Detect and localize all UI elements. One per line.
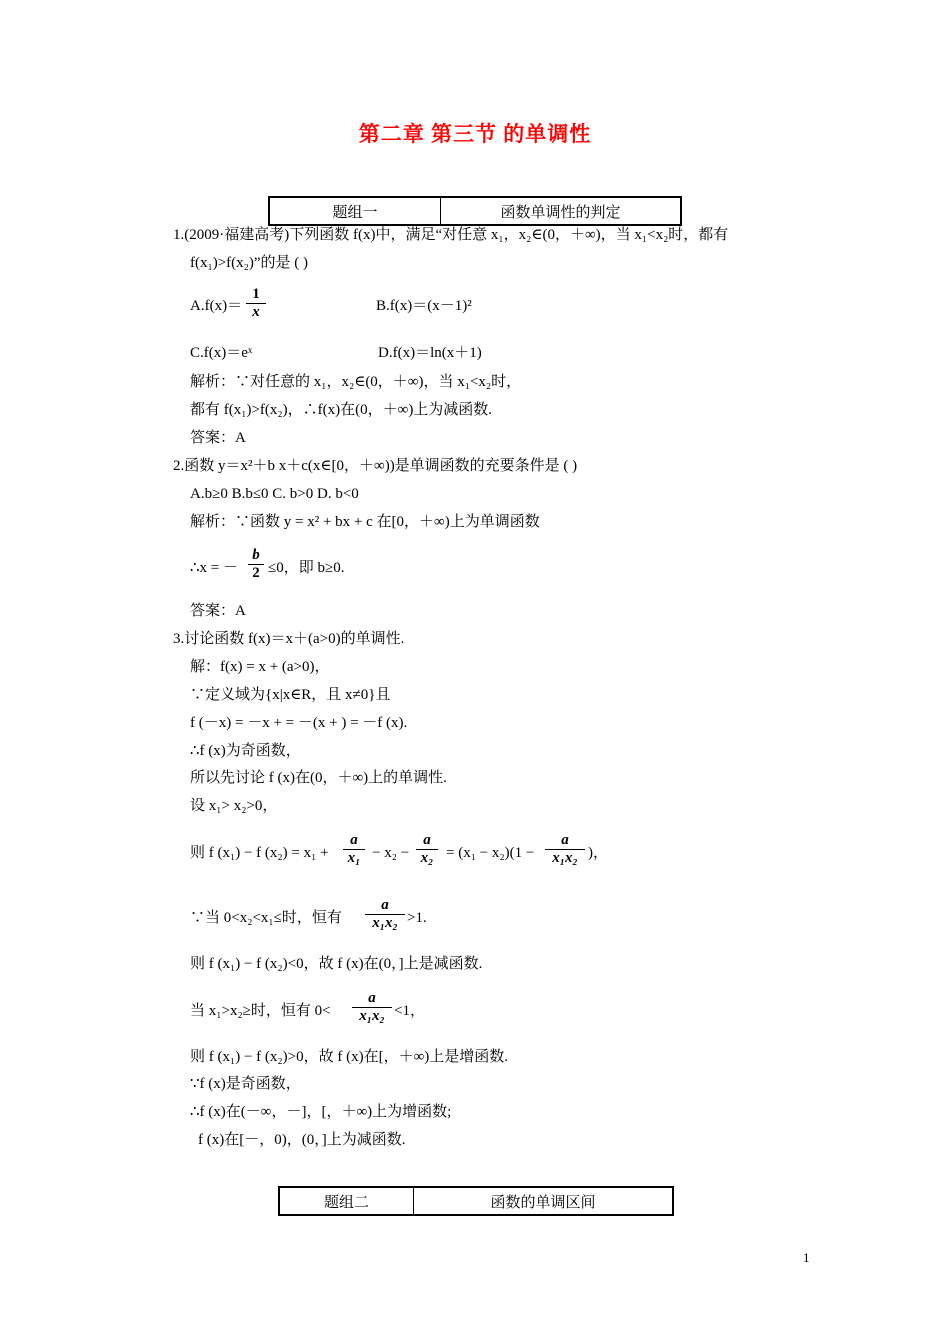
text-line: ∴x = － (190, 560, 239, 576)
fraction-a-over-x1x2 (545, 832, 585, 867)
fraction-a-over-x2 (416, 832, 438, 867)
text-line: )， (588, 845, 608, 861)
group1-topic: 函数单调性的判定 (500, 204, 621, 221)
answer-line: 答案：A (190, 603, 246, 619)
text-line: 2.函数 y＝x²＋b x＋c(x∈[0，＋∞))是单调函数的充要条件是 ( ) (173, 458, 578, 474)
text-line: ∵当 0<x₂<x₁≤时，恒有 (190, 910, 342, 926)
text-line: 解：f(x) = x + (a>0)， (190, 659, 330, 675)
text-line: 则 f (x₁) − f (x₂)<0，故 f (x)在(0，]上是减函数. (190, 956, 483, 972)
text-line: 1.(2009·福建高考)下列函数 f(x)中，满足“对任意 x₁，x₂∈(0，＋∞)，当 x₁<x₂时，都有 (173, 227, 729, 243)
text-line: f (－x) = －x + = －(x + ) = －f (x). (190, 715, 408, 731)
text-line: 设 x₁> x₂>0， (190, 798, 278, 814)
text-line: 都有 f(x₁)>f(x₂)，∴f(x)在(0，＋∞)上为减函数. (190, 402, 493, 418)
text-line: 3.讨论函数 f(x)＝x＋(a>0)的单调性. (173, 631, 405, 647)
text-line: 解析：∵函数 y = x² + bx + c 在[0，＋∞)上为单调函数 (190, 514, 540, 530)
text-line: ∵定义域为{x|x∈R，且 x≠0}且 (190, 687, 391, 703)
fraction-numerator: a (561, 832, 569, 848)
text-line: 解析：∵对任意的 x₁，x₂∈(0，＋∞)，当 x₁<x₂时， (190, 374, 522, 390)
group1-label: 题组一 (270, 198, 441, 224)
fraction-numerator: a (368, 990, 376, 1006)
option-c: C.f(x)＝eˣ (190, 345, 253, 361)
fraction-numerator: a (350, 832, 358, 848)
text-line: f (x)在[－，0)，(0，]上为减函数. (198, 1132, 406, 1148)
option-d: D.f(x)＝ln(x＋1) (378, 345, 482, 361)
text-line: <1， (394, 1003, 425, 1019)
fraction-denominator: x (246, 303, 266, 321)
text-line: 当 x₁>x₂≥时，恒有 0< (190, 1003, 331, 1019)
text-line: ∵f (x)是奇函数， (190, 1076, 301, 1092)
fraction-denominator: 2 (248, 564, 264, 582)
fraction-denominator: x₁x₂ (365, 914, 405, 932)
page-title: 第二章 第三节 的单调性 (358, 122, 592, 146)
fraction-a-over-x1x2 (365, 897, 405, 932)
group2-table (278, 1186, 674, 1216)
text-line: f(x₁)>f(x₂)”的是 ( ) (190, 255, 309, 271)
fraction-denominator: x₂ (416, 849, 438, 867)
fraction-numerator: a (381, 897, 389, 913)
text-line: = (x₁ − x₂)(1 − (446, 845, 535, 861)
fraction-b-over-2 (248, 547, 264, 582)
page-number: 1 (803, 1250, 810, 1265)
text-line: − x₂ − (372, 845, 410, 861)
group1-table (268, 196, 682, 226)
text-line: ∴f (x)在(－∞，－]，[，＋∞)上为增函数; (190, 1104, 452, 1120)
text-line: ∴f (x)为奇函数， (190, 743, 301, 759)
fraction-a-over-x1 (343, 832, 365, 867)
fraction-numerator: a (423, 832, 431, 848)
fraction-denominator: x₁ (343, 849, 365, 867)
option-a: A.f(x)＝ (190, 298, 243, 314)
fraction-denominator: x₁x₂ (545, 849, 585, 867)
group2-label: 题组二 (280, 1188, 414, 1214)
group2-topic: 函数的单调区间 (490, 1194, 596, 1211)
fraction-numerator: b (252, 547, 260, 563)
fraction-denominator: x₁x₂ (352, 1007, 392, 1025)
text-line: 则 f (x₁) − f (x₂) = x₁ + (190, 845, 329, 861)
text-line: 则 f (x₁) − f (x₂)>0，故 f (x)在[，＋∞)上是增函数. (190, 1049, 509, 1065)
fraction-a-over-x1x2 (352, 990, 392, 1025)
text-line: ≤0，即 b≥0. (268, 560, 345, 576)
text-line: 所以先讨论 f (x)在(0，＋∞)上的单调性. (190, 770, 447, 786)
text-line: >1. (407, 910, 427, 926)
fraction-numerator: 1 (252, 286, 260, 302)
option-b: B.f(x)＝(x－1)² (376, 298, 472, 314)
fraction-1-over-x (246, 286, 266, 321)
options-line: A.b≥0 B.b≤0 C. b>0 D. b<0 (190, 486, 359, 502)
answer-line: 答案：A (190, 430, 246, 446)
